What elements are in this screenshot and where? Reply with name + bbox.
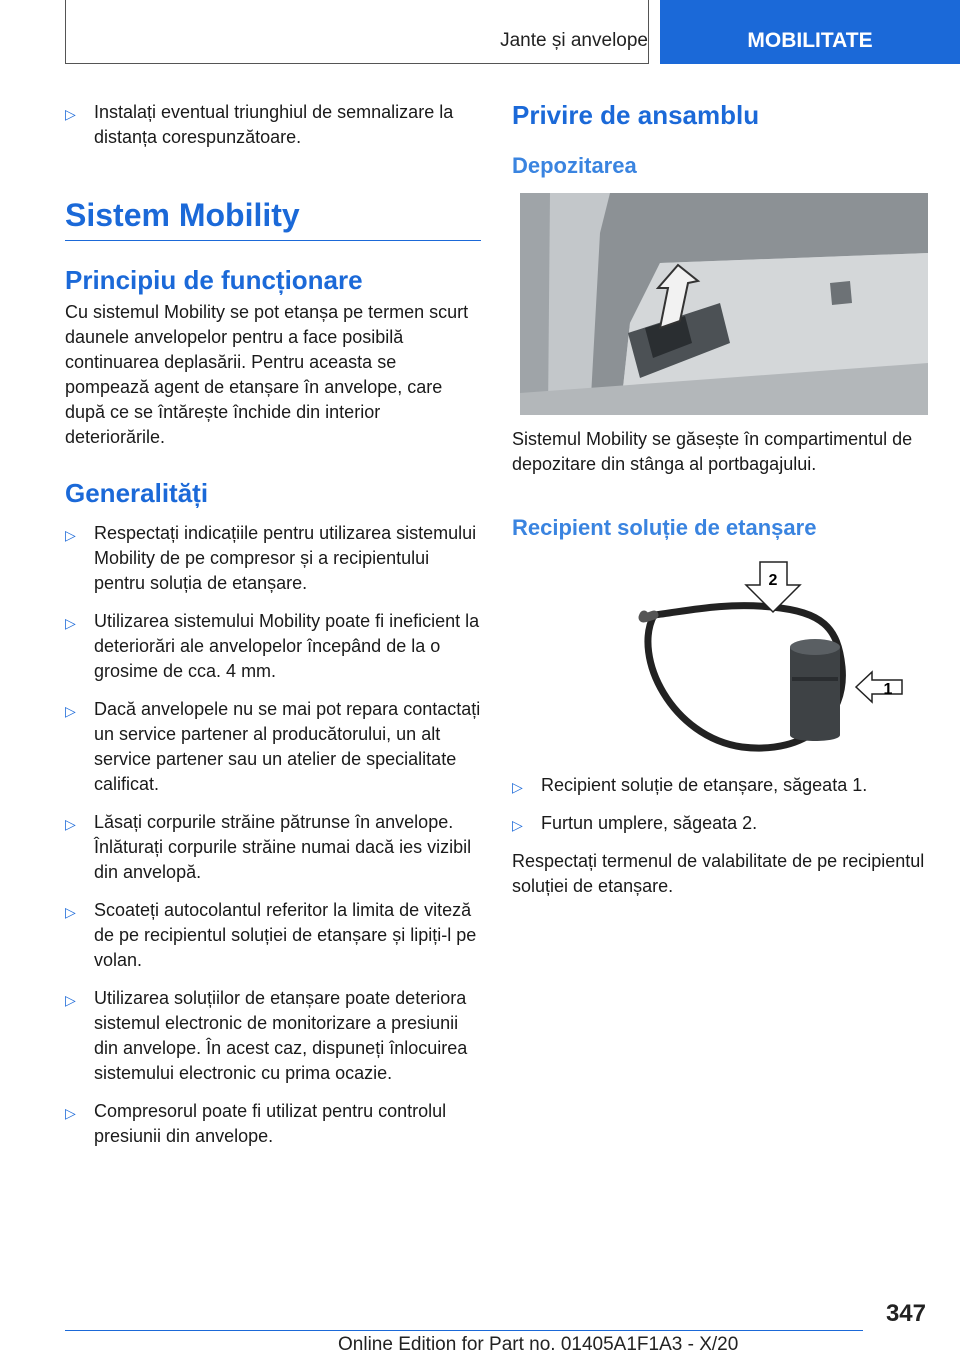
storage-paragraph: Sistemul Mobility se găsește în compartimentul de depozitare din stânga al portbagajului. <box>512 429 913 474</box>
expiry-paragraph: Respectați termenul de valabilitate de pe recipientul soluției de etanșare. <box>512 851 925 896</box>
subsection-title-overview: Privire de ansamblu <box>512 100 760 130</box>
bullet-triangle-icon: ▷ <box>65 816 76 832</box>
label-1: 1 <box>883 681 893 698</box>
list-item <box>65 609 481 684</box>
header-section-title: Jante și anvelope <box>500 30 648 51</box>
bullet-triangle-icon: ▷ <box>512 817 523 833</box>
bullet-triangle-icon: ▷ <box>65 1105 76 1121</box>
label-2: 2 <box>768 572 778 589</box>
bullet-triangle-icon: ▷ <box>65 615 76 631</box>
trunk-illustration <box>520 193 928 415</box>
bullet-text: Recipient soluție de etanșare, săgeata 1. <box>541 775 868 795</box>
bullet-triangle-icon: ▷ <box>512 779 523 795</box>
right-column <box>512 100 928 899</box>
bullet-text: Respectați indicațiile pentru utilizarea sistemului Mobility de pe compresor și a recipientului pentru soluția de etanșare. <box>94 523 477 593</box>
footer-edition: Online Edition for Part no. 01405A1F1A3 - X/20 <box>338 1334 739 1355</box>
container-shape <box>790 647 840 741</box>
list-item <box>65 697 481 797</box>
footer-divider <box>65 1330 863 1331</box>
principle-paragraph: Cu sistemul Mobility se pot etanșa pe termen scurt daunele anvelopelor pentru a face posibilă continuarea deplasării. Pentru aceasta se pompează agent de etanșare în anvelope, care după ce se întărește închide din interior deteriorările. <box>65 302 469 447</box>
trunk-storage-photo <box>520 193 928 415</box>
chapter-label: MOBILITATE <box>747 29 873 52</box>
list-item <box>65 521 481 596</box>
bullet-text: Instalați eventual triunghiul de semnalizare la distanța corespunzătoare. <box>94 102 454 147</box>
bullet-text: Compresorul poate fi utilizat pentru controlul presiunii din anvelope. <box>94 1101 447 1146</box>
left-column <box>65 100 481 1162</box>
list-item <box>65 986 481 1086</box>
list-item <box>65 100 481 150</box>
list-item <box>65 898 481 973</box>
bullet-text: Utilizarea soluțiilor de etanșare poate deteriora sistemul electronic de monitorizare a presiunii din anvelope. În acest caz, dispuneți înlocuirea sistemului electronic cu prima ocazie. <box>94 988 468 1083</box>
list-item <box>65 1099 481 1149</box>
bullet-text: Furtun umplere, săgeata 2. <box>541 813 758 833</box>
bullet-triangle-icon: ▷ <box>65 992 76 1008</box>
heading-sealant-container: Recipient soluție de etanșare <box>512 515 817 540</box>
bullet-text: Utilizarea sistemului Mobility poate fi ineficient la deteriorări ale anvelopelor începând de la o grosime de cca. 4 mm. <box>94 611 480 681</box>
bullet-triangle-icon: ▷ <box>65 904 76 920</box>
heading-storage: Depozitarea <box>512 153 637 178</box>
bullet-triangle-icon: ▷ <box>65 703 76 719</box>
subsection-title-general: Generalități <box>65 478 209 508</box>
list-item <box>65 810 481 885</box>
bullet-triangle-icon: ▷ <box>65 106 76 122</box>
header-chapter-tab <box>660 0 960 64</box>
page-number: 347 <box>885 1300 926 1327</box>
bullet-text: Scoateți autocolantul referitor la limita de viteză de pe recipientul soluției de etanșare și lipiți-l pe volan. <box>94 900 477 970</box>
sealant-container-diagram <box>592 557 912 757</box>
subsection-title-principle: Principiu de funcționare <box>65 265 363 295</box>
list-item <box>512 811 928 836</box>
list-item <box>512 773 928 798</box>
bullet-text: Dacă anvelopele nu se mai pot repara contactați un service partener al producătorului, un alt service partener sau un atelier de specialitate calificat. <box>94 699 481 794</box>
bullet-triangle-icon: ▷ <box>65 527 76 543</box>
section-title: Sistem Mobility <box>65 197 481 241</box>
bullet-text: Lăsați corpurile străine pătrunse în anvelope. Înlăturați corpurile străine numai dacă ies vizibil din anvelopă. <box>94 812 472 882</box>
arrow-1-icon <box>856 672 902 702</box>
